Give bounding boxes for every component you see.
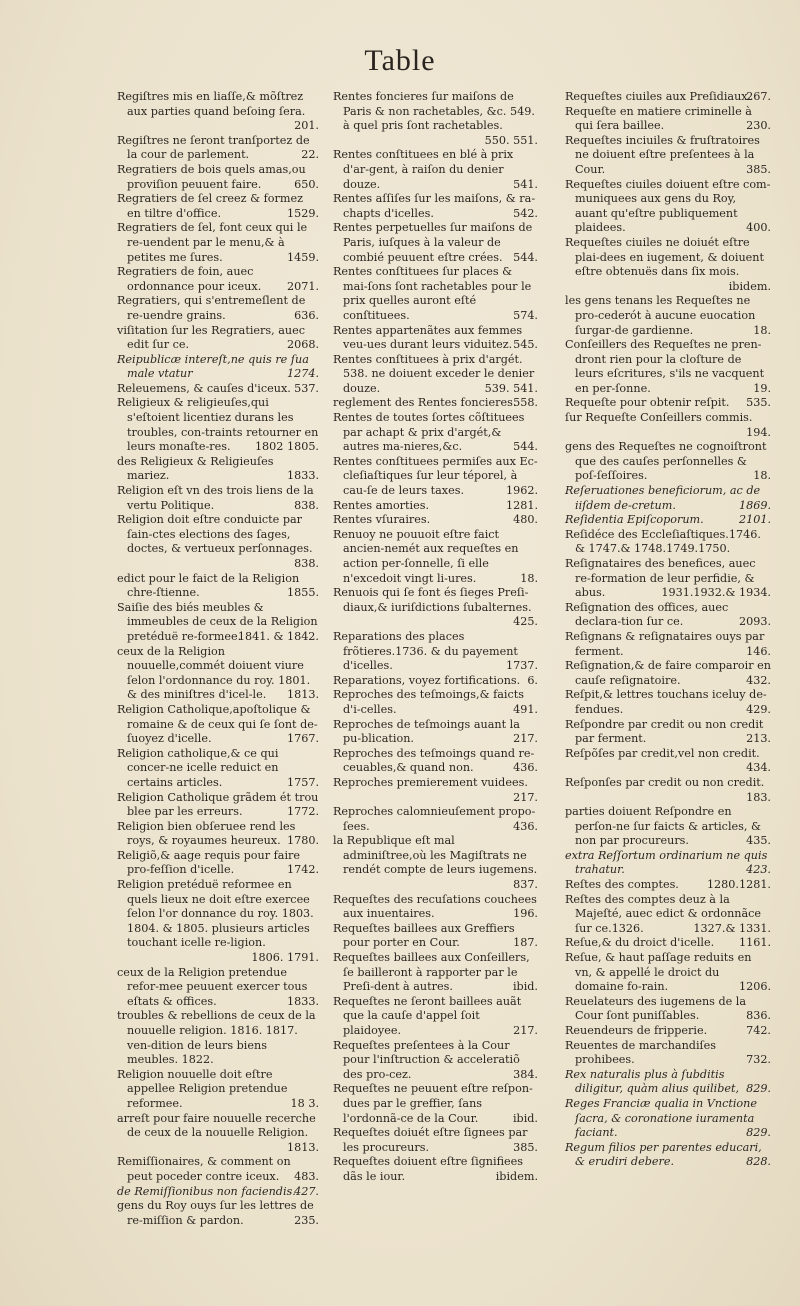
index-entry [117,966,319,1010]
entry-text: Religion pretéduë reformee en quels lieux ne doit eſtre exercee ſelon l'or donnance du roy. 1803. 1804. & 1805. plusieurs articles touchant icelle re-ligion. [117,878,314,950]
entry-text: Religion doit eſtre conduicte par ſain-ctes elections des ſages, doctes, & vertueux perſonnages. [117,513,313,556]
entry-text: Requeſtes baillees aux Conſeillers, ſe bailleront à rapporter par le Preſi-dent à autres. [333,951,530,994]
entry-page-ref: 18. [753,469,771,483]
entry-page-ref: 742. [746,1024,771,1037]
index-entry [565,557,771,601]
entry-page-ref: 230. [746,119,771,133]
entry-page-ref: 146. [746,644,771,658]
entry-text: Religiõ,& aage requis pour faire pro-feſſion d'icelle. [117,848,300,877]
entry-page-ref: 183. [746,790,771,804]
entry-text: Regratiers de foin, auec ordonnance pour iceux. [117,265,262,293]
entry-page-ref: 1962. [505,484,538,498]
entry-page-ref: 1802 1805. [254,440,319,454]
index-entry [565,893,771,937]
entry-text: viſitation ſur les Regratiers, auec edit ſur ce. [117,323,305,352]
index-entry [117,820,319,849]
index-entry [333,353,538,397]
entry-page-ref: 217. [513,732,538,746]
entry-text: Reſpit,& lettres touchans iceluy de-fendues. [565,688,767,716]
entry-page-ref: ibid. [512,1111,538,1125]
entry-page-ref: 1813. [286,688,319,702]
index-entry [117,1199,319,1228]
entry-page-ref: 1327.& 1331. [693,921,771,935]
entry-text: Religion eſt vn des trois liens de la vertu Politique. [117,484,314,512]
entry-text: Requeſtes ciuiles ne doiuét eſtre plai-dees en iugement, & doiuent eſtre obtenuës dans ſix mois. [565,235,764,279]
entry-page-ref: 1274. [286,367,319,381]
entry-page-ref: 1833. [286,469,319,483]
index-entry [565,236,771,294]
index-entry [333,688,538,717]
index-entry [565,396,771,411]
entry-page-ref: 1742. [286,863,319,877]
entry-page-ref: 535. [746,396,771,410]
entry-page-ref: 544. [513,440,538,454]
entry-text: Requeſtes doiuét eſtre ſignees par les procureurs. [333,1126,528,1154]
entry-page-ref: 429. [746,702,771,716]
index-entry [117,324,319,353]
entry-text: Reuelateurs des iugemens de la Cour ſont puniſſables. [565,994,747,1023]
index-entry [565,878,771,893]
entry-page-ref: 1206. [738,980,771,994]
entry-text: Regiſtres ne ſeront tranſportez de la cour de parlement. [117,133,310,162]
index-entry [117,134,319,163]
entry-page-ref: 829. [746,1082,771,1096]
index-entry [565,513,771,528]
entry-page-ref: 194. [746,425,771,439]
entry-page-ref: 542. [513,206,538,220]
entry-page-ref: 537. [294,381,319,395]
entry-page-ref: 425. [513,615,538,629]
entry-page-ref: 436. [513,761,538,775]
entry-page-ref: ibid. [512,980,538,994]
entry-text: Reges Franciæ qualia in Vnctione ſacra, & coronatione iuramenta faciant. [565,1096,757,1140]
index-entry [333,1155,538,1184]
entry-page-ref: 483. [294,1169,319,1183]
entry-text: reglement des Rentes foncieres. [333,396,517,410]
entry-page-ref: 235. [294,1213,319,1227]
entry-text: parties doiuent Reſpondre en perſon-ne ſur faicts & articles, & non par procureurs. [565,805,761,848]
entry-page-ref: 1931.1932.& 1934. [661,586,771,600]
entry-text: Requeſtes preſentees à la Cour pour l'inſtruction & acceleratiõ des pro-cez. [333,1038,520,1081]
entry-page-ref: 187. [513,936,538,950]
entry-text: Reſignation,& de faire comparoir en cauſe reſignatoire. [565,659,771,687]
entry-text: Reſpõſes par credit,vel non credit. [565,746,760,760]
entry-text: Rentes de toutes ſortes cõſtituees par achapt & prix d'argét,& autres ma-nieres,&c. [333,411,525,454]
entry-page-ref: 837. [513,878,538,892]
index-entry [565,747,771,776]
entry-text: Requeſtes ne peuuent eſtre reſpon-dues par le greffier, ſans l'ordonnã-ce de la Cour. [333,1082,533,1125]
index-entry [117,1068,319,1112]
index-column-3 [565,90,771,1170]
entry-page-ref: 1813. [286,1140,319,1154]
entry-page-ref: 544. [513,250,538,264]
index-entry [565,528,771,557]
entry-page-ref: 18. [753,323,771,337]
entry-page-ref: 1459. [286,250,319,264]
index-entry [117,396,319,454]
index-column-2 [333,90,538,1185]
entry-text: ſur Requeſte Conſeillers commis. [565,411,753,425]
entry-page-ref: 436. [513,819,538,833]
entry-text: Religion nouuelle doit eſtre appellee Religion pretendue reformee. [117,1067,288,1110]
index-entry [565,338,771,396]
index-entry [565,105,771,134]
index-entry [333,1039,538,1083]
entry-text: Requeſtes ne ſeront baillees auãt que la cauſe d'appel ſoit plaidoyee. [333,994,522,1037]
entry-page-ref: 201. [294,119,319,133]
entry-page-ref: 828. [746,1155,771,1169]
index-entry [333,265,538,323]
index-entry [565,849,771,878]
entry-text: Regratiers de ſel creez & formez en tiltre d'office. [117,192,303,220]
index-entry [117,1155,319,1184]
index-entry [333,893,538,922]
entry-page-ref: 6. [527,673,538,687]
entry-text: edict pour le faict de la Religion chre-ſtienne. [117,571,300,600]
entry-page-ref: 22. [301,148,319,162]
entry-text: Religion bien obſeruee rend les roys, & royaumes heureux. [117,819,296,848]
entry-page-ref: 196. [513,907,538,921]
entry-page-ref: 1841. & 1842. [237,629,319,643]
entry-page-ref: 838. [294,498,319,512]
index-entry [565,90,771,105]
entry-text: Reſeruationes beneficiorum, ac de iiſdem de-cretum. [565,484,761,512]
index-entry [117,878,319,966]
entry-text: Regratiers de ſel, font ceux qui le re-uendent par le menu,& à petites me ſures. [117,221,308,264]
entry-text: Reproches des teſmoings quand re-ceuables,& quand non. [333,746,535,775]
index-entry [333,221,538,265]
entry-page-ref: ibidem. [728,279,771,293]
index-entry [565,294,771,338]
entry-text: Rex naturalis plus à ſubditis diligitur, quàm alius quilibet, [565,1067,740,1096]
index-entry [333,499,538,514]
entry-text: Religieux & religieuſes,qui s'eſtoient licentiez durans les troubles, con-traints retourner en leurs monaſte-res. [117,396,319,454]
entry-text: Rentes aſſiſes ſur les maiſons, & ra-chapts d'icelles. [333,192,536,220]
entry-text: la Republique eſt mal adminiſtree,où les Magiſtrats ne rendét compte de leurs iugemens. [333,834,538,877]
index-entry [333,718,538,747]
entry-page-ref: 435. [746,834,771,848]
entry-page-ref: 650. [294,177,319,191]
entry-text: gens du Roy ouys ſur les lettres de re-miſſion & pardon. [117,1199,314,1227]
entry-page-ref: 636. [294,308,319,322]
entry-text: Renuois qui ſe font és ſieges Preſi-diaux,& iuriſdictions ſubalternes. [333,586,532,614]
entry-page-ref: 400. [746,221,771,235]
entry-page-ref: 2101. [738,513,771,527]
entry-text: Saiſie des biés meubles & immeubles de ceux de la Religion pretéduë re-formee. [117,600,318,643]
entry-text: Reproches premierement vuidees. [333,775,528,789]
entry-page-ref: 1772. [286,805,319,819]
index-entry [565,1024,771,1039]
index-entry [333,995,538,1039]
index-entry [117,1009,319,1067]
entry-page-ref: 480. [513,513,538,527]
index-entry [565,484,771,513]
entry-text: Reſidéce des Eccleſiaſtiques.1746. & 1747.& 1748.1749.1750. [565,527,761,556]
index-entry [117,294,319,323]
entry-page-ref: 1767. [286,732,319,746]
entry-text: Rentes conſtituees à prix d'argét. 538. ne doiuent exceder le denier douze. [333,352,535,395]
index-entry [117,572,319,601]
index-entry [565,659,771,688]
index-entry [333,513,538,528]
entry-page-ref: 19. [753,381,771,395]
entry-page-ref: 432. [746,673,771,687]
index-entry [333,834,538,892]
index-entry [333,411,538,455]
index-entry [117,645,319,703]
entry-text: des Religieux & Religieuſes mariez. [117,454,274,483]
index-entry [565,805,771,849]
index-entry [333,396,538,411]
entry-page-ref: 574. [513,308,538,322]
index-entry [117,791,319,820]
index-entry [117,353,319,382]
entry-text: troubles & rebellions de ceux de la nouuelle religion. 1816. 1817. ven-dition de leurs biens meubles. 1822. [117,1009,316,1067]
entry-text: gens des Requeſtes ne cognoiſtront que des cauſes perſonnelles & poſ-ſeſſoires. [565,440,767,483]
entry-page-ref: 18 3. [290,1096,319,1110]
index-entry [565,411,771,440]
entry-text: ceux de la Religion nouuelle,commét doiuent viure ſelon l'ordonnance du roy. 1801. & des miniſtres d'icel-le. [117,644,311,702]
entry-text: Releuemens, & cauſes d'iceux. [117,381,291,395]
index-entry [333,776,538,805]
entry-text: Rentes foncieres ſur maiſons de Paris & non rachetables, &c. 549. à quel pris ſont rachetables. [333,90,535,133]
index-entry [333,1126,538,1155]
index-column-1 [117,90,319,1228]
entry-text: Religion Catholique,apoſtolique & romaine & de ceux qui ſe ſont de-ſuoyez d'icelle. [117,702,318,746]
entry-text: Regiſtres mis en liaſſe,& mõſtrez aux parties quand beſoing ſera. [117,90,306,118]
entry-text: Reuentes de marchandiſes prohibees. [565,1038,717,1067]
entry-page-ref: 550. 551. [484,133,538,147]
entry-page-ref: 539. 541. [484,381,538,395]
index-entry [117,192,319,221]
entry-text: Regratiers de bois quels amas,ou proviſion peuuent faire. [117,162,306,191]
index-entry [117,265,319,294]
entry-text: Reipublicæ intereſt,ne quis re ſua male vtatur [117,352,309,381]
index-entry [333,630,538,674]
index-entry [117,747,319,791]
entry-text: Rentes amorties. [333,498,430,512]
entry-page-ref: 434. [746,761,771,775]
entry-page-ref: 732. [746,1053,771,1067]
entry-page-ref: 385. [746,162,771,176]
entry-text: de Remiſſionibus non faciendis. [117,1184,296,1198]
index-entry [565,601,771,630]
index-entry [117,849,319,878]
index-entry [333,148,538,192]
index-entry [333,674,538,689]
index-entry [333,324,538,353]
entry-text: Remiſſionaires, & comment on peut poceder contre iceux. [117,1155,291,1183]
entry-text: ceux de la Religion pretendue refor-mee peuuent exercer tous eſtats & offices. [117,965,308,1008]
entry-text: Rentes vſuraires. [333,513,431,527]
index-entry [117,382,319,397]
index-entry [565,1097,771,1141]
index-entry [565,1141,771,1170]
entry-page-ref: 18. [520,571,538,585]
entry-page-ref: 491. [513,702,538,716]
entry-text: Requeſtes baillees aux Greffiers pour porter en Cour. [333,921,515,950]
page-title: Table [364,44,436,77]
entry-page-ref: ibidem. [495,1169,538,1183]
entry-page-ref: 1780. [286,834,319,848]
entry-page-ref: 1281. [505,498,538,512]
entry-text: Regum filios per parentes educari, & erudiri debere. [565,1140,762,1169]
entry-text: Regratiers, qui s'entremeſlent de re-uendre grains. [117,294,306,322]
index-entry [333,528,538,586]
entry-page-ref: 2093. [738,615,771,629]
index-entry [333,1082,538,1126]
index-entry [117,513,319,571]
entry-text: Reparations des places frõtieres.1736. & du payement d'icelles. [333,629,518,673]
index-entry [565,995,771,1024]
entry-text: Reſidentia Epiſcoporum. [565,513,704,527]
entry-page-ref: 217. [513,1024,538,1037]
entry-text: Religion catholique,& ce qui concer-ne icelle reduict en certains articles. [117,746,279,789]
index-entry [117,1112,319,1156]
entry-text: Reſponſes par credit ou non credit. [565,775,765,789]
entry-page-ref: 558. [513,396,538,410]
entry-text: Rentes conſtituees ſur places & mai-ſons ſont rachetables pour le prix quelles auront eſté conſtituees. [333,265,532,322]
index-entry [333,586,538,630]
index-entry [333,805,538,834]
entry-page-ref: 267. [746,90,771,103]
index-entry [117,163,319,192]
index-entry [117,703,319,747]
entry-text: Reproches de teſmoings auant la pu-blication. [333,717,520,746]
index-entry [117,455,319,484]
entry-text: Renuoy ne pouuoit eſtre faict ancien-nemét aux requeſtes en action per-ſonnelle, ſi elle n'excedoit vingt li-ures. [333,527,519,585]
entry-text: Reparations, voyez fortifications. [333,673,521,687]
index-entry [117,1185,319,1200]
entry-text: Rentes conſtituees permiſes aux Ec-cleſiaſtiques ſur leur téporel, à cau-ſe de leurs taxes. [333,454,538,498]
entry-page-ref: 384. [513,1067,538,1081]
entry-text: Requeſte en matiere criminelle à qui ſera baillee. [565,104,752,133]
entry-text: Reſpondre par credit ou non credit par ferment. [565,717,764,746]
entry-page-ref: 427. [294,1184,319,1198]
entry-text: Rentes conſtituees en blé à prix d'ar-gent, à raiſon du denier douze. [333,148,514,191]
entry-text: Reſignans & reſignataires ouys par ferment. [565,629,765,658]
entry-page-ref: 1280.1281. [706,878,771,892]
index-entry [333,90,538,148]
entry-text: Requeſtes ciuiles aux Preſidiaux. [565,90,752,103]
entry-page-ref: 829. [746,1126,771,1140]
entry-text: Requeſtes doiuent eſtre ſignifiees dãs le iour. [333,1155,524,1183]
index-entry [565,718,771,747]
entry-page-ref: 541. [513,177,538,191]
entry-text: Rentes appartenãtes aux femmes veu-ues durant leurs viduitez. [333,323,523,352]
entry-page-ref: 217. [513,790,538,804]
entry-text: Requeſtes des recuſations couchees aux inuentaires. [333,892,537,921]
entry-text: Rentes perpetuelles ſur maiſons de Paris, iuſques à la valeur de combié peuuent eſtre crées. [333,221,533,264]
entry-text: Reſtes des comptes deuz à la Majeſté, auec edict & ordonnãce ſur ce.1326. [565,892,762,935]
entry-text: Reuendeurs de fripperie. [565,1024,708,1037]
entry-page-ref: 1757. [286,775,319,789]
entry-text: Reſignataires des benefices, auec re-formation de leur perfidie, & abus. [565,557,756,600]
entry-page-ref: 423. [746,863,771,877]
entry-text: extra Reſſortum ordinarium ne quis trahatur. [565,848,768,877]
entry-text: Religion Catholique grãdem ét trou blee par les erreurs. [117,790,319,819]
index-entry [117,601,319,645]
entry-text: Conſeillers des Requeſtes ne pren-dront rien pour la cloſture de leurs eſcritures, s'ils ne vacquent en per-ſonne. [565,338,765,395]
entry-text: Requeſtes inciuiles & fruſtratoires ne doiuent eſtre preſentees à la Cour. [565,133,760,176]
index-entry [333,192,538,221]
index-entry [117,484,319,513]
entry-text: Requeſte pour obtenir reſpit. [565,396,730,410]
entry-page-ref: 836. [746,1009,771,1023]
entry-page-ref: 1855. [286,586,319,600]
index-entry [565,776,771,805]
entry-page-ref: 1833. [286,994,319,1008]
entry-text: Reſue, & haut paſſage reduits en vn, & appellé le droict du domaine fo-rain. [565,951,752,994]
index-entry [333,951,538,995]
entry-page-ref: 1737. [505,659,538,673]
entry-text: Reſtes des comptes. [565,878,679,892]
entry-page-ref: 838. [294,557,319,570]
entry-page-ref: 385. [513,1140,538,1154]
entry-page-ref: 1161. [738,936,771,950]
index-entry [565,951,771,995]
index-entry [565,1039,771,1068]
index-entry [565,1068,771,1097]
entry-text: Requeſtes ciuiles doiuent eſtre com-muniquees aux gens du Roy, auant qu'eſtre publiquement plaidees. [565,177,771,235]
entry-text: Reproches calomnieuſement propo-ſees. [333,805,536,833]
entry-text: les gens tenans les Requeſtes ne pro-cederót à aucune euocation ſurgar-de gardienne. [565,294,756,337]
index-entry [333,747,538,776]
index-entry [565,688,771,717]
index-entry [565,936,771,951]
index-entry [565,178,771,236]
entry-text: Reſue,& du droict d'icelle. [565,936,715,950]
index-entry [117,221,319,265]
entry-text: Reproches des teſmoings,& faicts d'i-celles. [333,688,525,716]
index-entry [333,922,538,951]
entry-page-ref: 1869. [738,498,771,512]
entry-page-ref: 1529. [286,206,319,220]
entry-page-ref: 2068. [286,338,319,352]
entry-page-ref: 545. [513,338,538,352]
entry-text: arreſt pour faire nouuelle recerche de ceux de la nouuelle Religion. [117,1111,316,1140]
entry-page-ref: 1806. 1791. [251,951,319,965]
index-entry [565,134,771,178]
entry-page-ref: 2071. [286,279,319,293]
entry-page-ref: 213. [746,732,771,746]
index-entry [565,630,771,659]
index-entry [333,455,538,499]
index-entry [117,90,319,134]
entry-text: Reſignation des offices, auec declara-tion ſur ce. [565,600,729,629]
index-entry [565,440,771,484]
